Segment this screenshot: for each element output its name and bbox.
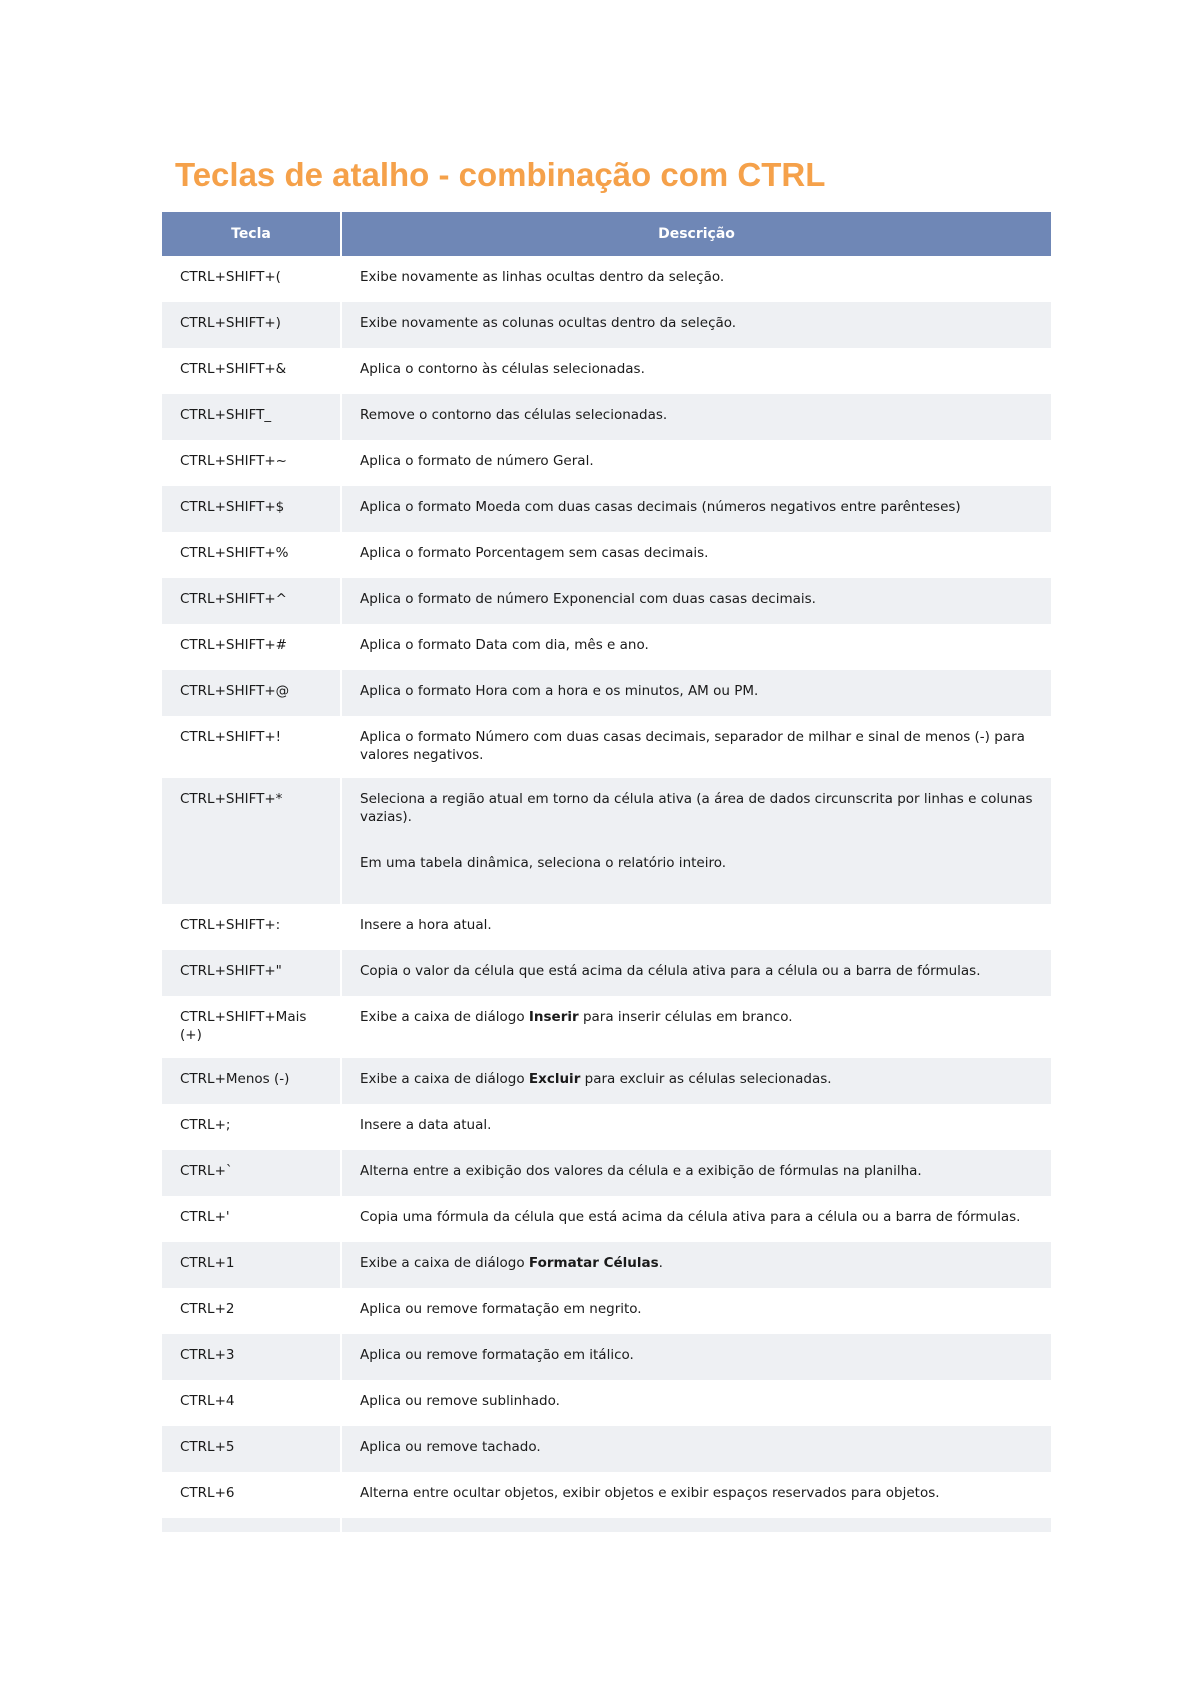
shortcut-key: CTRL+SHIFT+^ — [162, 578, 341, 624]
dialog-name: Excluir — [528, 1071, 581, 1087]
shortcut-description — [341, 1242, 1051, 1288]
shortcut-description: Copia uma fórmula da célula que está acima da célula ativa para a célula ou a barra de fórmulas. — [341, 1196, 1051, 1242]
table-row — [162, 1196, 1051, 1242]
dialog-name: Inserir — [528, 1009, 579, 1025]
shortcut-description: Aplica o formato Porcentagem sem casas decimais. — [341, 532, 1051, 578]
shortcut-description: Exibe novamente as colunas ocultas dentro da seleção. — [341, 302, 1051, 348]
shortcut-key: CTRL+SHIFT+* — [162, 778, 341, 904]
table-row — [162, 1242, 1051, 1288]
shortcut-description — [341, 1058, 1051, 1104]
table-row — [162, 1426, 1051, 1472]
empty-cell — [162, 1518, 341, 1532]
shortcut-key: CTRL+SHIFT+! — [162, 716, 341, 778]
shortcut-description: Aplica ou remove sublinhado. — [341, 1380, 1051, 1426]
table-row — [162, 950, 1051, 996]
table-row — [162, 394, 1051, 440]
table-row — [162, 1380, 1051, 1426]
shortcut-key: CTRL+SHIFT+& — [162, 348, 341, 394]
shortcut-description: Alterna entre ocultar objetos, exibir objetos e exibir espaços reservados para objetos. — [341, 1472, 1051, 1518]
table-row — [162, 256, 1051, 302]
column-header-description: Descrição — [341, 212, 1051, 256]
shortcut-key: CTRL+SHIFT+( — [162, 256, 341, 302]
shortcut-description: Alterna entre a exibição dos valores da célula e a exibição de fórmulas na planilha. — [341, 1150, 1051, 1196]
description-text: . — [658, 1255, 663, 1271]
table-header-row — [162, 212, 1051, 256]
shortcut-description — [341, 996, 1051, 1058]
shortcut-description: Aplica o formato Hora com a hora e os minutos, AM ou PM. — [341, 670, 1051, 716]
shortcut-key: CTRL+SHIFT+~ — [162, 440, 341, 486]
table-row — [162, 302, 1051, 348]
table-row — [162, 348, 1051, 394]
table-row — [162, 670, 1051, 716]
description-text: para inserir células em branco. — [578, 1009, 793, 1025]
table-row — [162, 440, 1051, 486]
shortcut-key: CTRL+5 — [162, 1426, 341, 1472]
shortcut-key: CTRL+SHIFT_ — [162, 394, 341, 440]
shortcut-table — [162, 212, 1051, 1532]
description-paragraph: Em uma tabela dinâmica, seleciona o relatório inteiro. — [360, 855, 727, 871]
shortcut-description: Insere a data atual. — [341, 1104, 1051, 1150]
shortcut-key: CTRL+1 — [162, 1242, 341, 1288]
shortcut-description: Aplica o formato de número Exponencial com duas casas decimais. — [341, 578, 1051, 624]
shortcut-description: Insere a hora atual. — [341, 904, 1051, 950]
shortcut-description: Remove o contorno das células selecionadas. — [341, 394, 1051, 440]
shortcut-description: Exibe novamente as linhas ocultas dentro da seleção. — [341, 256, 1051, 302]
shortcut-description: Aplica o formato de número Geral. — [341, 440, 1051, 486]
shortcut-key: CTRL+SHIFT+) — [162, 302, 341, 348]
shortcut-description: Aplica o formato Moeda com duas casas decimais (números negativos entre parênteses) — [341, 486, 1051, 532]
empty-cell — [341, 1518, 1051, 1532]
shortcut-key: CTRL+3 — [162, 1334, 341, 1380]
shortcut-description: Copia o valor da célula que está acima da célula ativa para a célula ou a barra de fórmulas. — [341, 950, 1051, 996]
table-row — [162, 1150, 1051, 1196]
shortcut-description — [341, 778, 1051, 904]
description-text: Exibe a caixa de diálogo — [360, 1071, 529, 1087]
shortcut-key: CTRL+SHIFT+@ — [162, 670, 341, 716]
table-row-continuation — [162, 1518, 1051, 1532]
shortcut-key: CTRL+' — [162, 1196, 341, 1242]
description-text: Exibe a caixa de diálogo — [360, 1255, 529, 1271]
shortcut-key: CTRL+; — [162, 1104, 341, 1150]
table-row — [162, 624, 1051, 670]
shortcut-key: CTRL+2 — [162, 1288, 341, 1334]
shortcut-description: Aplica ou remove formatação em itálico. — [341, 1334, 1051, 1380]
table-row — [162, 486, 1051, 532]
table-row — [162, 716, 1051, 778]
shortcut-description: Aplica o formato Data com dia, mês e ano. — [341, 624, 1051, 670]
page-title: Teclas de atalho - combinação com CTRL — [175, 156, 826, 193]
table-row — [162, 996, 1051, 1058]
column-header-key: Tecla — [162, 212, 341, 256]
shortcut-description: Aplica o contorno às células selecionadas. — [341, 348, 1051, 394]
table-row — [162, 1104, 1051, 1150]
shortcut-key: CTRL+SHIFT+: — [162, 904, 341, 950]
table-row — [162, 1472, 1051, 1518]
shortcut-description: Aplica o formato Número com duas casas decimais, separador de milhar e sinal de menos (-) para valores negativos. — [341, 716, 1051, 778]
shortcut-key: CTRL+4 — [162, 1380, 341, 1426]
shortcut-description: Aplica ou remove tachado. — [341, 1426, 1051, 1472]
shortcut-key: CTRL+Menos (-) — [162, 1058, 341, 1104]
table-row — [162, 1288, 1051, 1334]
shortcut-key: CTRL+6 — [162, 1472, 341, 1518]
description-text: Exibe a caixa de diálogo — [360, 1009, 529, 1025]
shortcut-key: CTRL+SHIFT+$ — [162, 486, 341, 532]
dialog-name: Formatar Células — [528, 1255, 659, 1271]
shortcut-key: CTRL+SHIFT+Mais (+) — [162, 996, 341, 1058]
shortcut-key: CTRL+` — [162, 1150, 341, 1196]
table-row — [162, 1334, 1051, 1380]
table-row — [162, 904, 1051, 950]
shortcut-description: Aplica ou remove formatação em negrito. — [341, 1288, 1051, 1334]
shortcut-key: CTRL+SHIFT+# — [162, 624, 341, 670]
description-paragraph: Seleciona a região atual em torno da célula ativa (a área de dados circunscrita por linhas e colunas vazias). — [360, 791, 1033, 825]
shortcut-key: CTRL+SHIFT+" — [162, 950, 341, 996]
table-row — [162, 778, 1051, 904]
table-row — [162, 532, 1051, 578]
shortcut-key: CTRL+SHIFT+% — [162, 532, 341, 578]
table-row — [162, 578, 1051, 624]
description-text: para excluir as células selecionadas. — [580, 1071, 832, 1087]
table-row — [162, 1058, 1051, 1104]
